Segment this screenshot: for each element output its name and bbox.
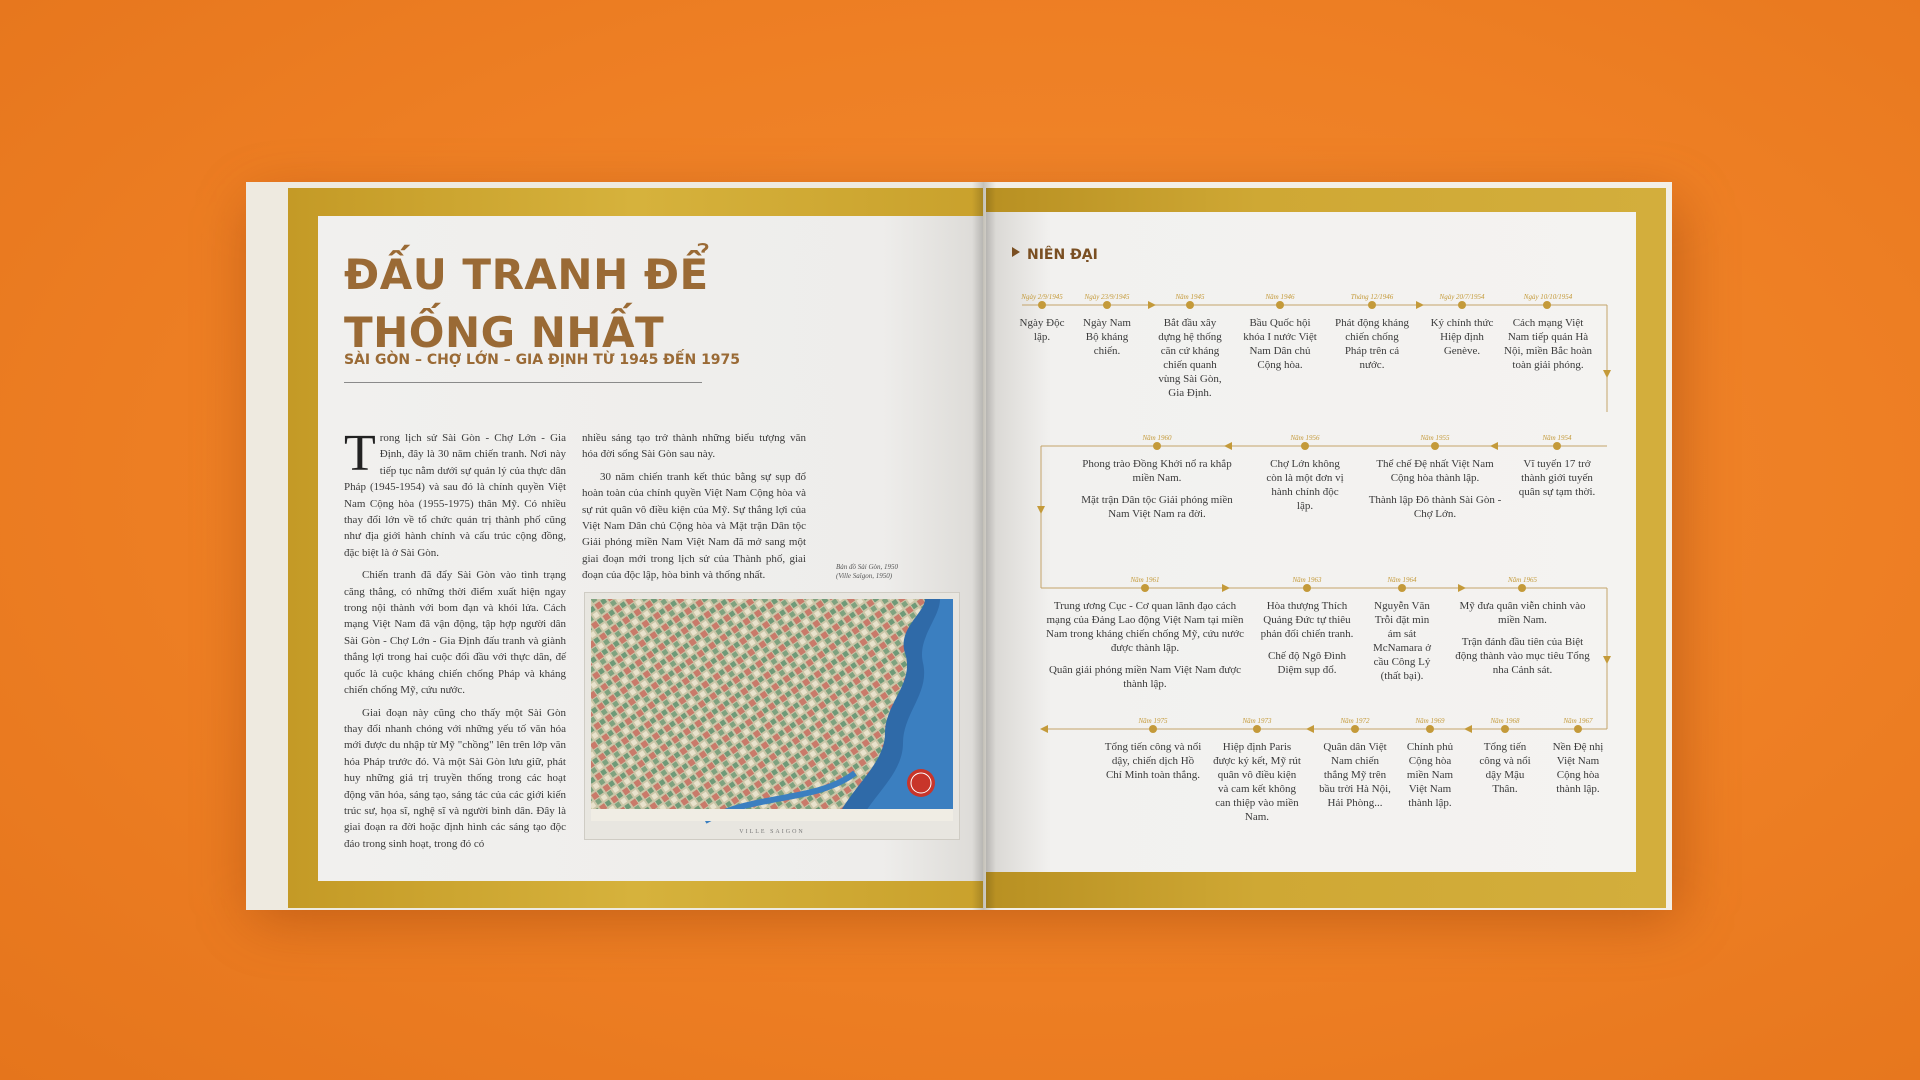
event-date: Năm 1946 (1265, 293, 1295, 301)
page-subtitle: SÀI GÒN – CHỢ LỚN – GIA ĐỊNH TỪ 1945 ĐẾN 1975 (344, 352, 741, 368)
timeline-event (1212, 714, 1302, 824)
event-text: Chính phủ Cộng hòa miền Nam Việt Nam thành lập. (1406, 741, 1454, 809)
paragraph: Chiến tranh đã đẩy Sài Gòn vào tình trạng căng thẳng, có những thời điểm xuất hiện ngay trong nội thành với bom đạn và khói lửa. Cách mạng Việt Nam đã vận động, tập hợp người dân Sài Gòn - Chợ Lớn - Gia Định đấu tranh và giành thắng lợi trong hai cuộc đối đầu với thực dân, đế quốc là cuộc kháng chiến chống Pháp và kháng chiến chống Mỹ, cứu nước. (344, 569, 566, 697)
event-date: Tháng 12/1946 (1350, 293, 1394, 301)
timeline-event (1318, 714, 1392, 810)
event-date: Năm 1954 (1542, 434, 1572, 442)
timeline-event (1103, 714, 1203, 782)
event-date: Năm 1963 (1292, 576, 1322, 584)
timeline-event (1077, 290, 1137, 358)
event-date: Năm 1965 (1508, 576, 1537, 584)
timeline-event (1546, 714, 1610, 796)
event-text-2: Thành lập Đô thành Sài Gòn - Chợ Lớn. (1368, 494, 1502, 520)
paragraph: 30 năm chiến tranh kết thúc bằng sự sụp đổ hoàn toàn của chính quyền Việt Nam Cộng hòa và sự rút quân vô điều kiện của Mỹ. Sự thắng lợi của Việt Nam Dân chủ Cộng hòa và Mặt trận Dân tộc Giải phóng miền Nam Việt Nam đã mở sang một giai đoạn mới trong lịch sử của Thành phố, giai đoạn của độc lập, hòa bình và thống nhất. (582, 470, 806, 582)
timeline-event (1044, 573, 1246, 691)
event-text: Phát động kháng chiến chống Pháp trên cả nước. (1335, 317, 1409, 371)
timeline-event (1260, 573, 1354, 677)
paragraph: nhiều sáng tạo trở thành những biểu tượng văn hóa đời sống Sài Gòn sau này. (582, 432, 806, 461)
event-text: Chợ Lớn không còn là một đơn vị hành chính độc lập. (1266, 458, 1344, 512)
event-date: Năm 1969 (1415, 717, 1445, 725)
paragraph-text: rong lịch sử Sài Gòn - Chợ Lớn - Gia Định, đây là 30 năm chiến tranh. Nơi này tiếp tục nằm dưới sự quản lý của thực dân Pháp (1945-1954) và sau đó là chính quyền Việt Nam Cộng hòa (1955-1975) thân Mỹ. Có nhiều thay đổi lớn về tổ chức quản trị thành phố cũng như địa giới hành chính và cấu trúc cộng đồng, đặc biệt là ở Sài Gòn. (344, 432, 566, 559)
event-date: Năm 1955 (1420, 434, 1450, 442)
map-caption-line-1: Bản đồ Sài Gòn, 1950 (836, 563, 899, 571)
event-text: Ký chính thức Hiệp định Genève. (1430, 317, 1494, 357)
event-date: Năm 1964 (1387, 576, 1417, 584)
event-text: Bắt đầu xây dựng hệ thống căn cứ kháng chiến quanh vùng Sài Gòn, Gia Định. (1158, 317, 1222, 399)
event-text-2: Chế độ Ngô Đình Diệm sụp đổ. (1268, 650, 1346, 676)
event-text: Bầu Quốc hội khóa I nước Việt Nam Dân chủ Cộng hòa. (1243, 317, 1317, 371)
event-text: Nguyễn Văn Trỗi đặt mìn ám sát McNamara ở cầu Công Lý (thất bại). (1372, 600, 1432, 682)
timeline-event (1398, 714, 1462, 810)
timeline-event (1012, 290, 1072, 344)
event-text: Nền Đệ nhị Việt Nam Cộng hòa thành lập. (1552, 741, 1604, 795)
event-text: Tổng tiến công và nổi dậy Mậu Thân. (1479, 741, 1531, 795)
event-text: Cách mạng Việt Nam tiếp quản Hà Nội, miền Bắc hoàn toàn giải phóng. (1504, 317, 1592, 371)
event-text-2: Trận đánh đầu tiên của Biệt động thành vào mục tiêu Tổng nha Cảnh sát. (1455, 636, 1590, 676)
event-text-2: Quân giải phóng miền Nam Việt Nam được thành lập. (1048, 664, 1242, 690)
timeline-event (1072, 431, 1242, 521)
timeline-event (1450, 573, 1595, 677)
timeline-event (1474, 714, 1536, 796)
event-text: Mỹ đưa quân viễn chinh vào miền Nam. (1459, 600, 1586, 626)
event-date: Năm 1973 (1242, 717, 1272, 725)
timeline-section-title: NIÊN ĐẠI (1027, 247, 1098, 263)
event-text: Hiệp định Paris được ký kết, Mỹ rút quân vô điều kiện và cam kết không can thiệp vào miền Nam. (1213, 741, 1301, 823)
title-line-2: THỐNG NHẤT (344, 308, 665, 357)
timeline-event (1428, 290, 1496, 358)
event-text: Hòa thượng Thích Quảng Đức tự thiêu phản đối chiến tranh. (1260, 600, 1354, 640)
timeline-event (1367, 573, 1437, 683)
event-date: Năm 1961 (1130, 576, 1160, 584)
map-caption-line-2: (Ville Saïgon, 1950) (836, 572, 893, 580)
event-date: Năm 1956 (1290, 434, 1320, 442)
event-text: Thể chế Đệ nhất Việt Nam Cộng hòa thành lập. (1376, 458, 1494, 484)
event-text: Vĩ tuyến 17 trở thành giới tuyến quân sự tạm thời. (1518, 458, 1596, 498)
timeline-event (1517, 431, 1597, 499)
timeline-event (1503, 290, 1593, 372)
event-date: Ngày 2/9/1945 (1021, 293, 1063, 301)
event-text-2: Mặt trận Dân tộc Giải phóng miền Nam Việt Nam ra đời. (1081, 494, 1233, 520)
event-date: Năm 1972 (1340, 717, 1370, 725)
event-text: Trung ương Cục - Cơ quan lãnh đạo cách mạng của Đảng Lao động Việt Nam tại miền Nam trong kháng chiến chống Mỹ, cứu nước được thành lập. (1046, 600, 1244, 654)
timeline-event (1334, 290, 1410, 372)
timeline-event (1152, 290, 1228, 400)
timeline-event (1238, 290, 1322, 372)
event-date: Ngày 23/9/1945 (1084, 293, 1130, 301)
dropcap: T (344, 425, 376, 482)
event-date: Năm 1968 (1490, 717, 1520, 725)
event-date: Năm 1975 (1138, 717, 1168, 725)
timeline-event (1265, 431, 1345, 513)
event-date: Ngày 20/7/1954 (1439, 293, 1485, 301)
event-text: Tổng tiến công và nổi dậy, chiến dịch Hồ Chí Minh toàn thắng. (1104, 741, 1202, 781)
event-date: Ngày 10/10/1954 (1523, 293, 1573, 301)
event-text: Quân dân Việt Nam chiến thắng Mỹ trên bầu trời Hà Nội, Hải Phòng... (1319, 741, 1391, 809)
map-title-label: VILLE SAIGON (739, 829, 805, 835)
paragraph: Giai đoạn này cũng cho thấy một Sài Gòn thay đổi nhanh chóng với những yếu tố văn hóa mới được du nhập từ Mỹ "chồng" lên trên lớp văn hóa Pháp trước đó. Và một Sài Gòn lưu giữ, phát huy những giá trị truyền thống trong các hoạt động văn hóa, sáng tạo, sáng tác của các giới kiến trúc sư, họa sĩ, nghệ sĩ và người bình dân. Đây là giai đoạn ra đời hoặc định hình các sáng tạo độc đáo trong sinh hoạt, trong đó có (344, 706, 566, 850)
event-date: Năm 1945 (1175, 293, 1205, 301)
timeline-event (1365, 431, 1505, 521)
event-text: Ngày Độc lập. (1019, 317, 1065, 343)
event-date: Năm 1960 (1142, 434, 1172, 442)
title-line-1: ĐẤU TRANH ĐỂ (344, 250, 709, 299)
event-text: Phong trào Đồng Khởi nổ ra khắp miền Nam. (1082, 458, 1232, 484)
event-text: Ngày Nam Bộ kháng chiến. (1083, 317, 1131, 357)
event-date: Năm 1967 (1563, 717, 1593, 725)
